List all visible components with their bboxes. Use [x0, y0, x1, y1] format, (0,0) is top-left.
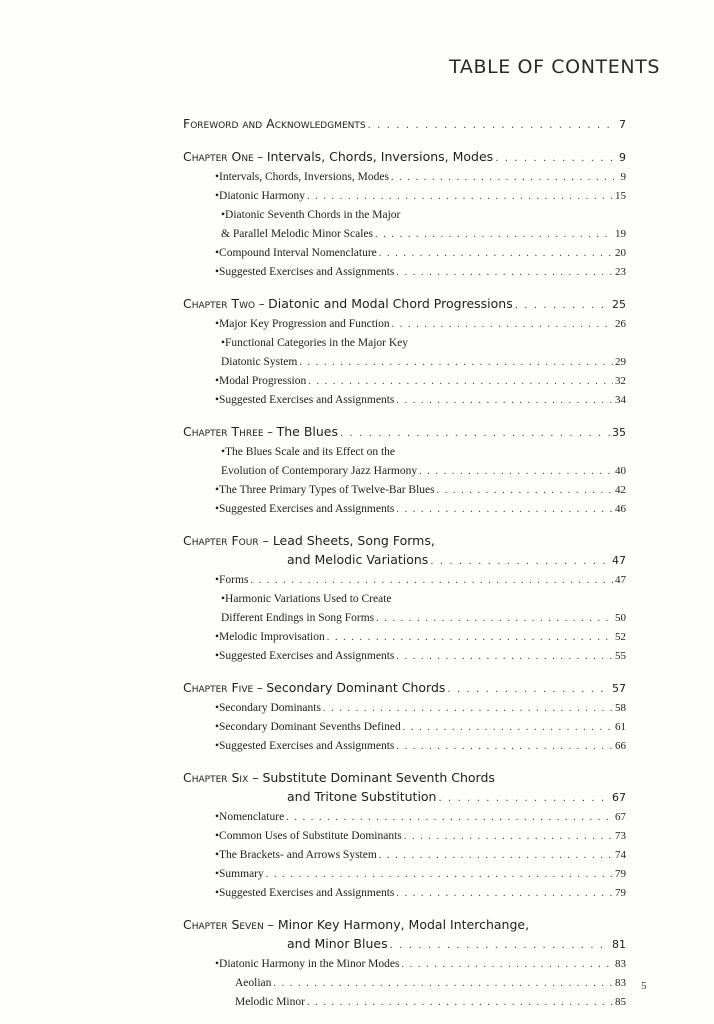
dot-leader — [323, 699, 613, 718]
toc-item-continuation[interactable] — [183, 353, 626, 372]
dot-leader — [396, 391, 613, 410]
dot-leader — [396, 884, 613, 903]
toc-item[interactable]: •Melodic Improvisation . . . 52 — [183, 628, 626, 647]
page-number: 47 — [615, 574, 626, 586]
toc-item[interactable]: •Diatonic Harmony in the Minor Modes . . . 83 — [183, 955, 626, 974]
toc-item-text: Compound Interval Nomenclature — [219, 247, 377, 259]
chapter-title: Lead Sheets, Song Forms, — [272, 533, 435, 548]
toc-item[interactable]: •Secondary Dominants . . . 58 — [183, 699, 626, 718]
page-number: 79 — [615, 887, 626, 899]
toc-subitem[interactable] — [183, 993, 626, 1012]
dot-leader — [379, 846, 613, 865]
chapter-title: Minor Key Harmony, Modal Interchange, — [277, 917, 530, 932]
dot-leader — [437, 481, 613, 500]
table-of-contents — [183, 114, 626, 1024]
chapter-heading-row[interactable] — [183, 422, 626, 443]
chapter-label: Chapter Six — [183, 770, 249, 785]
toc-item-continuation[interactable] — [183, 609, 626, 628]
page-title: TABLE OF CONTENTS — [449, 56, 660, 78]
dot-leader — [404, 827, 613, 846]
chapter-heading-row[interactable] — [183, 147, 626, 168]
chapter-separator: – — [253, 681, 267, 695]
toc-item-text: The Blues Scale and its Effect on the — [225, 446, 396, 458]
dot-leader — [307, 187, 613, 206]
chapter-label: Chapter Four — [183, 533, 259, 548]
dot-leader — [396, 500, 613, 519]
dot-leader — [376, 609, 613, 628]
toc-item[interactable]: •Suggested Exercises and Assignments . . . 23 — [183, 263, 626, 282]
toc-item[interactable]: •Secondary Dominant Sevenths Defined . . . 61 — [183, 718, 626, 737]
page-number: 47 — [612, 554, 626, 567]
chapter-title: Diatonic and Modal Chord Progressions — [268, 296, 513, 311]
chapter-title: Secondary Dominant Chords — [266, 680, 446, 695]
dot-leader — [447, 680, 610, 699]
page-number: 42 — [615, 484, 626, 496]
chapter-one-entry — [183, 147, 626, 282]
chapter-separator: – — [248, 770, 263, 785]
chapter-heading-row[interactable] — [183, 678, 626, 699]
dot-leader — [402, 955, 614, 974]
dot-leader — [515, 296, 610, 315]
dot-leader — [286, 808, 613, 827]
chapter-separator: – — [253, 150, 267, 164]
chapter-separator: – — [255, 297, 269, 311]
dot-leader — [392, 315, 613, 334]
page-number: 19 — [615, 228, 626, 240]
chapter-label: Chapter Five — [183, 680, 254, 695]
page-number: 67 — [612, 791, 626, 804]
toc-item-text: Forms — [219, 574, 249, 586]
dot-leader — [390, 936, 610, 955]
dot-leader — [396, 647, 613, 666]
toc-item-line[interactable]: •Harmonic Variations Used to Create — [221, 593, 392, 605]
page-number: 29 — [615, 356, 626, 368]
page-number: 23 — [615, 266, 626, 278]
toc-heading-row[interactable] — [183, 114, 626, 135]
chapter-two-entry — [183, 294, 626, 410]
chapter-heading-row[interactable] — [183, 934, 626, 955]
page-number: 7 — [619, 118, 626, 131]
toc-item-text: Modal Progression — [219, 375, 307, 387]
toc-item-text: Nomenclature — [219, 811, 285, 823]
chapter-heading-line[interactable] — [183, 531, 626, 550]
toc-subitem[interactable] — [183, 974, 626, 993]
chapter-three-entry — [183, 422, 626, 519]
chapter-separator: – — [263, 917, 278, 932]
page-number: 50 — [615, 612, 626, 624]
dot-leader — [308, 372, 613, 391]
dot-leader — [250, 571, 613, 590]
toc-item-text: Secondary Dominant Sevenths Defined — [219, 721, 401, 733]
toc-item-line[interactable]: •Diatonic Seventh Chords in the Major — [221, 209, 401, 221]
page-number: 83 — [615, 977, 626, 989]
dot-leader — [403, 718, 613, 737]
chapter-heading-row[interactable] — [183, 787, 626, 808]
dot-leader — [273, 974, 613, 993]
toc-item-text: Diatonic Seventh Chords in the Major — [225, 209, 401, 221]
toc-item[interactable]: •Suggested Exercises and Assignments . . . 55 — [183, 647, 626, 666]
chapter-four-entry — [183, 531, 626, 666]
chapter-heading-row[interactable] — [183, 294, 626, 315]
toc-item-text: Functional Categories in the Major Key — [225, 337, 409, 349]
toc-item[interactable]: •Common Uses of Substitute Dominants . . . 73 — [183, 827, 626, 846]
chapter-title-line-2: and Tritone Substitution — [287, 789, 437, 804]
page-number: 74 — [615, 849, 626, 861]
chapter-six-entry — [183, 768, 626, 903]
toc-item-text: Suggested Exercises and Assignments — [219, 740, 395, 752]
toc-item-text: Suggested Exercises and Assignments — [219, 650, 395, 662]
chapter-title-line-2: and Minor Blues — [287, 936, 388, 951]
chapter-separator: – — [263, 425, 277, 439]
dot-leader — [340, 424, 610, 443]
page-number: 25 — [612, 298, 626, 311]
page-number: 85 — [615, 996, 626, 1008]
toc-subitem-text: Melodic Minor — [235, 996, 305, 1008]
page-number: 52 — [615, 631, 626, 643]
page-folio: 5 — [641, 980, 647, 992]
toc-item-text: Major Key Progression and Function — [219, 318, 390, 330]
toc-item-continuation[interactable] — [183, 225, 626, 244]
toc-item-text: Suggested Exercises and Assignments — [219, 503, 395, 515]
page-number: 73 — [615, 830, 626, 842]
page-number: 83 — [615, 958, 626, 970]
page-number: 9 — [620, 171, 626, 183]
toc-item-text: Common Uses of Substitute Dominants — [219, 830, 402, 842]
dot-leader — [396, 737, 613, 756]
toc-item[interactable]: •Summary . . . 79 — [183, 865, 626, 884]
page-number: 26 — [615, 318, 626, 330]
chapter-title-line-2: and Melodic Variations — [287, 552, 429, 567]
dot-leader — [438, 789, 610, 808]
page-number: 61 — [615, 721, 626, 733]
page-number: 46 — [615, 503, 626, 515]
page-number: 20 — [615, 247, 626, 259]
toc-item-text: Suggested Exercises and Assignments — [219, 887, 395, 899]
toc-item[interactable]: •Intervals, Chords, Inversions, Modes . . . 9 — [183, 168, 626, 187]
chapter-label: Chapter Two — [183, 296, 256, 311]
chapter-heading-line[interactable] — [183, 768, 626, 787]
toc-item-text: Diatonic Harmony — [219, 190, 305, 202]
toc-item[interactable]: •Major Key Progression and Function . . . 26 — [183, 315, 626, 334]
toc-item-text: Intervals, Chords, Inversions, Modes — [219, 171, 389, 183]
page-number: 32 — [615, 375, 626, 387]
toc-item[interactable]: •The Brackets- and Arrows System . . . 74 — [183, 846, 626, 865]
page-number: 58 — [615, 702, 626, 714]
dot-leader — [430, 552, 610, 571]
toc-subitem-text: Aeolian — [235, 977, 272, 989]
dot-leader — [419, 462, 613, 481]
page-number: 15 — [615, 190, 626, 202]
toc-item-line[interactable]: •The Blues Scale and its Effect on the — [221, 446, 396, 458]
dot-leader — [307, 993, 613, 1012]
toc-item-continuation[interactable] — [183, 462, 626, 481]
chapter-heading-line[interactable] — [183, 915, 626, 934]
toc-item-text: Diatonic System — [221, 356, 298, 368]
chapter-title: The Blues — [276, 424, 338, 439]
toc-item-text: Suggested Exercises and Assignments — [219, 394, 395, 406]
dot-leader — [396, 263, 613, 282]
toc-item-text: Suggested Exercises and Assignments — [219, 266, 395, 278]
chapter-title: Substitute Dominant Seventh Chords — [262, 770, 495, 785]
toc-item[interactable]: •Suggested Exercises and Assignments . . . 34 — [183, 391, 626, 410]
toc-item[interactable]: •Nomenclature . . . 67 — [183, 808, 626, 827]
foreword-label: Foreword and Acknowledgments — [183, 116, 366, 131]
dot-leader — [495, 149, 614, 168]
page-number: 79 — [615, 868, 626, 880]
toc-item-text: The Three Primary Types of Twelve-Bar Blues — [219, 484, 435, 496]
dot-leader — [299, 353, 613, 372]
dot-leader — [327, 628, 613, 647]
toc-item[interactable]: •Suggested Exercises and Assignments . . . 79 — [183, 884, 626, 903]
chapter-seven-entry — [183, 915, 626, 1012]
toc-item-text: Diatonic Harmony in the Minor Modes — [219, 958, 400, 970]
toc-item-text: The Brackets- and Arrows System — [219, 849, 377, 861]
dot-leader — [266, 865, 613, 884]
toc-item-line[interactable]: •Functional Categories in the Major Key — [221, 337, 409, 349]
page-number: 81 — [612, 938, 626, 951]
chapter-heading-row[interactable] — [183, 550, 626, 571]
page-number: 9 — [619, 151, 626, 164]
page-number: 34 — [615, 394, 626, 406]
dot-leader — [368, 116, 614, 135]
toc-item[interactable]: •Modal Progression . . . 32 — [183, 372, 626, 391]
toc-item[interactable]: •Forms . . . 47 — [183, 571, 626, 590]
toc-item[interactable]: •Suggested Exercises and Assignments . . . 66 — [183, 737, 626, 756]
toc-item[interactable]: •Compound Interval Nomenclature . . . 20 — [183, 244, 626, 263]
page-number: 57 — [612, 682, 626, 695]
chapter-label: Chapter One — [183, 149, 254, 164]
foreword-entry — [183, 114, 626, 135]
toc-item-text: Summary — [219, 868, 264, 880]
toc-item-text: Melodic Improvisation — [219, 631, 325, 643]
page-number: 55 — [615, 650, 626, 662]
toc-item[interactable]: •Diatonic Harmony . . . 15 — [183, 187, 626, 206]
toc-item-text: Harmonic Variations Used to Create — [225, 593, 392, 605]
toc-item-text: Secondary Dominants — [219, 702, 321, 714]
dot-leader — [375, 225, 613, 244]
page-number: 40 — [615, 465, 626, 477]
dot-leader — [379, 244, 613, 263]
chapter-label: Chapter Three — [183, 424, 264, 439]
page-number: 66 — [615, 740, 626, 752]
toc-item-text: Evolution of Contemporary Jazz Harmony — [221, 465, 418, 477]
chapter-label: Chapter Seven — [183, 917, 264, 932]
chapter-title: Intervals, Chords, Inversions, Modes — [266, 149, 494, 164]
chapter-five-entry — [183, 678, 626, 756]
toc-item-text: Different Endings in Song Forms — [221, 612, 375, 624]
toc-item[interactable]: •Suggested Exercises and Assignments . . . 46 — [183, 500, 626, 519]
toc-item-text: & Parallel Melodic Minor Scales — [221, 228, 374, 240]
chapter-separator: – — [258, 533, 273, 548]
page-number: 67 — [615, 811, 626, 823]
toc-item[interactable]: •The Three Primary Types of Twelve-Bar Blues . . . 42 — [183, 481, 626, 500]
dot-leader — [391, 168, 614, 187]
page-number: 35 — [612, 426, 626, 439]
